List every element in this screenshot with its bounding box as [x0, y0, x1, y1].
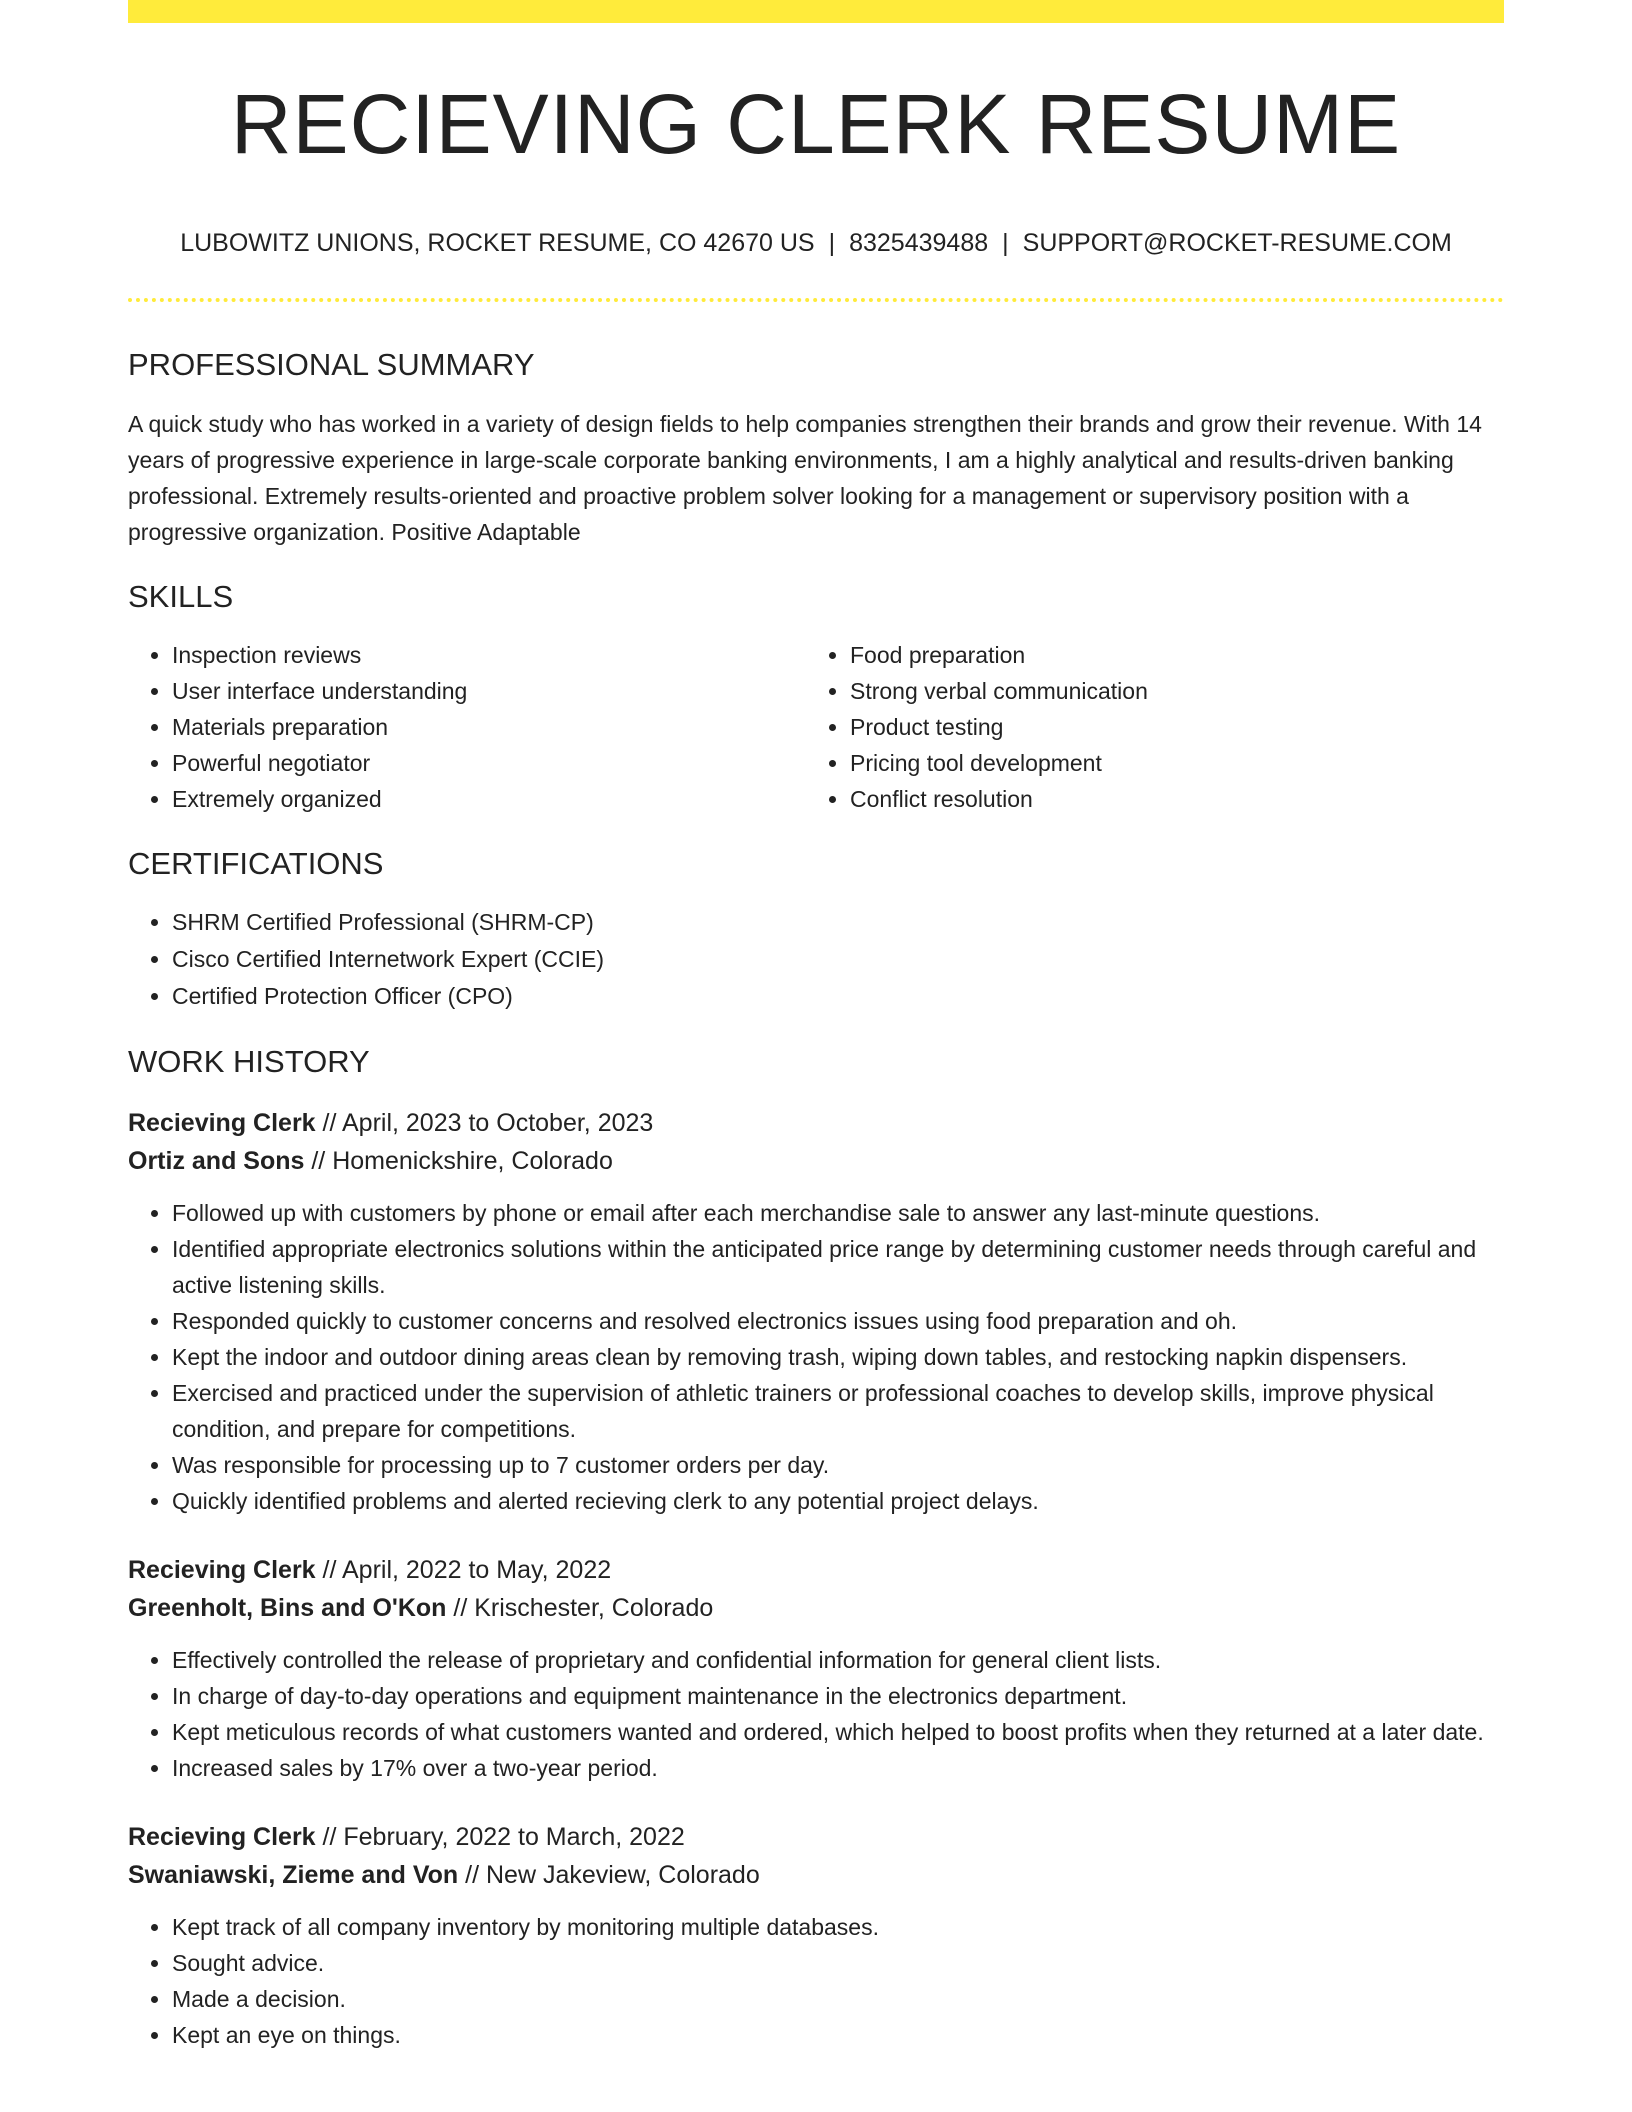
job-bullet: • Responded quickly to customer concerns and resolved electronics issues using food preparation and oh. [172, 1303, 1504, 1339]
contact-email: SUPPORT@ROCKET-RESUME.COM [1022, 229, 1452, 258]
certifications-heading: CERTIFICATIONS [128, 845, 384, 881]
resume-content [128, 23, 1504, 2053]
job-title: Recieving Clerk [128, 1556, 316, 1585]
skill-item: • Powerful negotiator [172, 745, 806, 781]
job-bullet: • Kept the indoor and outdoor dining areas clean by removing trash, wiping down tables, and restocking napkin dispensers. [172, 1339, 1504, 1375]
job-bullet: • Exercised and practiced under the supervision of athletic trainers or professional coaches to develop skills, improve physical condition, and prepare for competitions. [172, 1375, 1504, 1447]
contact-separator: | [1002, 229, 1009, 258]
contact-address: LUBOWITZ UNIONS, ROCKET RESUME, CO 42670 US [180, 229, 815, 258]
summary-heading: PROFESSIONAL SUMMARY [128, 347, 535, 383]
skill-item: • Strong verbal communication [850, 673, 1484, 709]
job-bullets [128, 1909, 1504, 2053]
skill-item: • User interface understanding [172, 673, 806, 709]
skills-list-left [128, 637, 806, 817]
certification-item: • Certified Protection Officer (CPO) [172, 978, 1504, 1015]
job-company: Swaniawski, Zieme and Von [128, 1861, 459, 1890]
job-bullet: • In charge of day-to-day operations and equipment maintenance in the electronics department. [172, 1678, 1504, 1714]
job-entry [128, 1104, 1504, 1519]
job-bullet: • Kept meticulous records of what customers wanted and ordered, which helped to boost profits when they returned at a later date. [172, 1714, 1504, 1750]
job-bullet: • Made a decision. [172, 1981, 1504, 2017]
job-bullet: • Sought advice. [172, 1945, 1504, 1981]
job-bullet: • Effectively controlled the release of proprietary and confidential information for general client lists. [172, 1642, 1504, 1678]
job-title: Recieving Clerk [128, 1109, 316, 1138]
job-bullets [128, 1642, 1504, 1786]
job-location: // Homenickshire, Colorado [304, 1147, 613, 1176]
job-location: // New Jakeview, Colorado [458, 1861, 760, 1890]
certification-item: • SHRM Certified Professional (SHRM-CP) [172, 904, 1504, 941]
job-title-line [128, 1818, 1504, 1856]
skill-item: • Pricing tool development [850, 745, 1484, 781]
job-company: Ortiz and Sons [128, 1147, 305, 1176]
job-bullet: • Kept an eye on things. [172, 2017, 1504, 2053]
skill-item: • Inspection reviews [172, 637, 806, 673]
job-entry [128, 1551, 1504, 1786]
job-bullets [128, 1195, 1504, 1519]
job-company-line [128, 1589, 1504, 1627]
job-bullet: • Increased sales by 17% over a two-year period. [172, 1750, 1504, 1786]
top-accent-bar [128, 0, 1504, 23]
job-title-line [128, 1551, 1504, 1589]
job-bullet: • Kept track of all company inventory by monitoring multiple databases. [172, 1909, 1504, 1945]
skill-item: • Food preparation [850, 637, 1484, 673]
certification-item: • Cisco Certified Internetwork Expert (CCIE) [172, 941, 1504, 978]
skill-item: • Extremely organized [172, 781, 806, 817]
skills-grid [128, 637, 1504, 817]
certifications-list [128, 904, 1504, 1015]
work-history-heading: WORK HISTORY [128, 1043, 370, 1079]
job-entry [128, 1818, 1504, 2053]
job-bullet: • Followed up with customers by phone or email after each merchandise sale to answer any last-minute questions. [172, 1195, 1504, 1231]
job-dates: // April, 2023 to October, 2023 [315, 1109, 654, 1138]
skill-item: • Materials preparation [172, 709, 806, 745]
job-dates: // February, 2022 to March, 2022 [315, 1823, 685, 1852]
job-title-line [128, 1104, 1504, 1142]
contact-phone: 8325439488 [849, 229, 989, 258]
job-company-line [128, 1142, 1504, 1180]
dotted-divider [128, 298, 1504, 302]
resume-title: RECIEVING CLERK RESUME [230, 77, 1402, 171]
job-dates: // April, 2022 to May, 2022 [315, 1556, 612, 1585]
skills-heading: SKILLS [128, 578, 234, 614]
job-company: Greenholt, Bins and O'Kon [128, 1594, 447, 1623]
summary-text: A quick study who has worked in a variety of design fields to help companies strengthen their brands and grow their revenue. With 14 years of progressive experience in large-scale corporate banking environments, I am a highly analytical and results-driven banking professional. Extremely results-oriented and proactive problem solver looking for a management or supervisory position with a progressive organization. Positive Adaptable [128, 410, 1482, 545]
job-bullet: • Identified appropriate electronics solutions within the anticipated price range by determining customer needs through careful and active listening skills. [172, 1231, 1504, 1303]
job-company-line [128, 1856, 1504, 1894]
skill-item: • Conflict resolution [850, 781, 1484, 817]
skill-item: • Product testing [850, 709, 1484, 745]
contact-separator: | [828, 229, 836, 258]
job-location: // Krischester, Colorado [446, 1594, 714, 1623]
skills-list-right [806, 637, 1484, 817]
job-bullet: • Quickly identified problems and alerted recieving clerk to any potential project delays. [172, 1483, 1504, 1519]
job-title: Recieving Clerk [128, 1823, 316, 1852]
job-bullet: • Was responsible for processing up to 7 customer orders per day. [172, 1447, 1504, 1483]
contact-line [128, 228, 1504, 258]
